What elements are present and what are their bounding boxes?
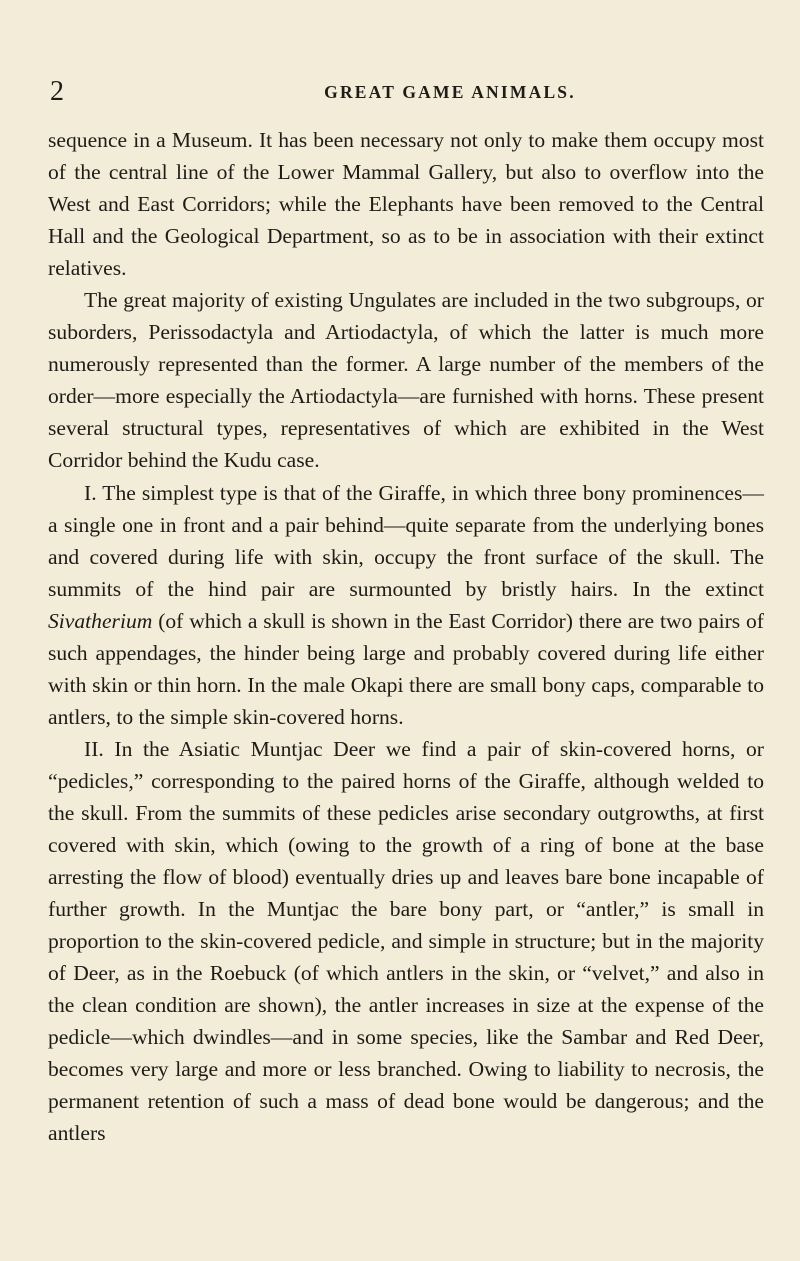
page-number: 2 <box>50 76 64 107</box>
italic-genus-name: Sivatherium <box>48 608 153 633</box>
paragraph-giraffe-type <box>48 477 764 733</box>
paragraph-continuation: sequence in a Museum. It has been necessary not only to make them occupy most of the central line of the Lower Mammal Gallery, but also to overflow into the West and East Corridors; while the Elephants have been removed to the Central Hall and the Geological Department, so as to be in association with their extinct relatives. <box>48 128 764 281</box>
paragraph-giraffe-text-2: (of which a skull is shown in the East Corridor) there are two pairs of such appendages, the hinder being large and probably covered during life either with skin or thin horn. In the male Okapi there are small bony caps, comparable to antlers, to the simple skin-covered horns. <box>48 608 764 729</box>
body-text <box>48 124 764 1150</box>
paragraph-ungulates: The great majority of existing Ungulates are included in the two subgroups, or suborders, Perissodactyla and Artiodactyla, of which the latter is much more numerously represented than the former. A large number of the members of the order—more especially the Artiodactyla—are furnished with horns. These present several structural types, representatives of which are exhibited in the West Corridor behind the Kudu case. <box>48 288 764 473</box>
page-header <box>50 78 760 118</box>
paragraph-giraffe-text-1: I. The simplest type is that of the Giraffe, in which three bony prominences—a single one in front and a pair behind—quite separate from the underlying bones and covered during life with skin, occupy the front surface of the skull. The summits of the hind pair are surmounted by bristly hairs. In the extinct <box>48 480 764 601</box>
running-head: GREAT GAME ANIMALS. <box>324 82 576 102</box>
paragraph-muntjac-type: II. In the Asiatic Muntjac Deer we find a pair of skin-covered horns, or “pedicles,” corresponding to the paired horns of the Giraffe, although welded to the skull. From the summits of these pedicles arise secondary outgrowths, at first covered with skin, which (owing to the growth of a ring of bone at the base arresting the flow of blood) eventually dries up and leaves bare bone incapable of further growth. In the Muntjac the bare bony part, or “antler,” is small in proportion to the skin-covered pedicle, and simple in structure; but in the majority of Deer, as in the Roebuck (of which antlers in the skin, or “velvet,” and also in the clean condition are shown), the antler increases in size at the expense of the pedicle—which dwindles—and in some species, like the Sambar and Red Deer, becomes very large and more or less branched. Owing to liability to necrosis, the permanent retention of such a mass of dead bone would be dangerous; and the antlers <box>48 736 764 1146</box>
